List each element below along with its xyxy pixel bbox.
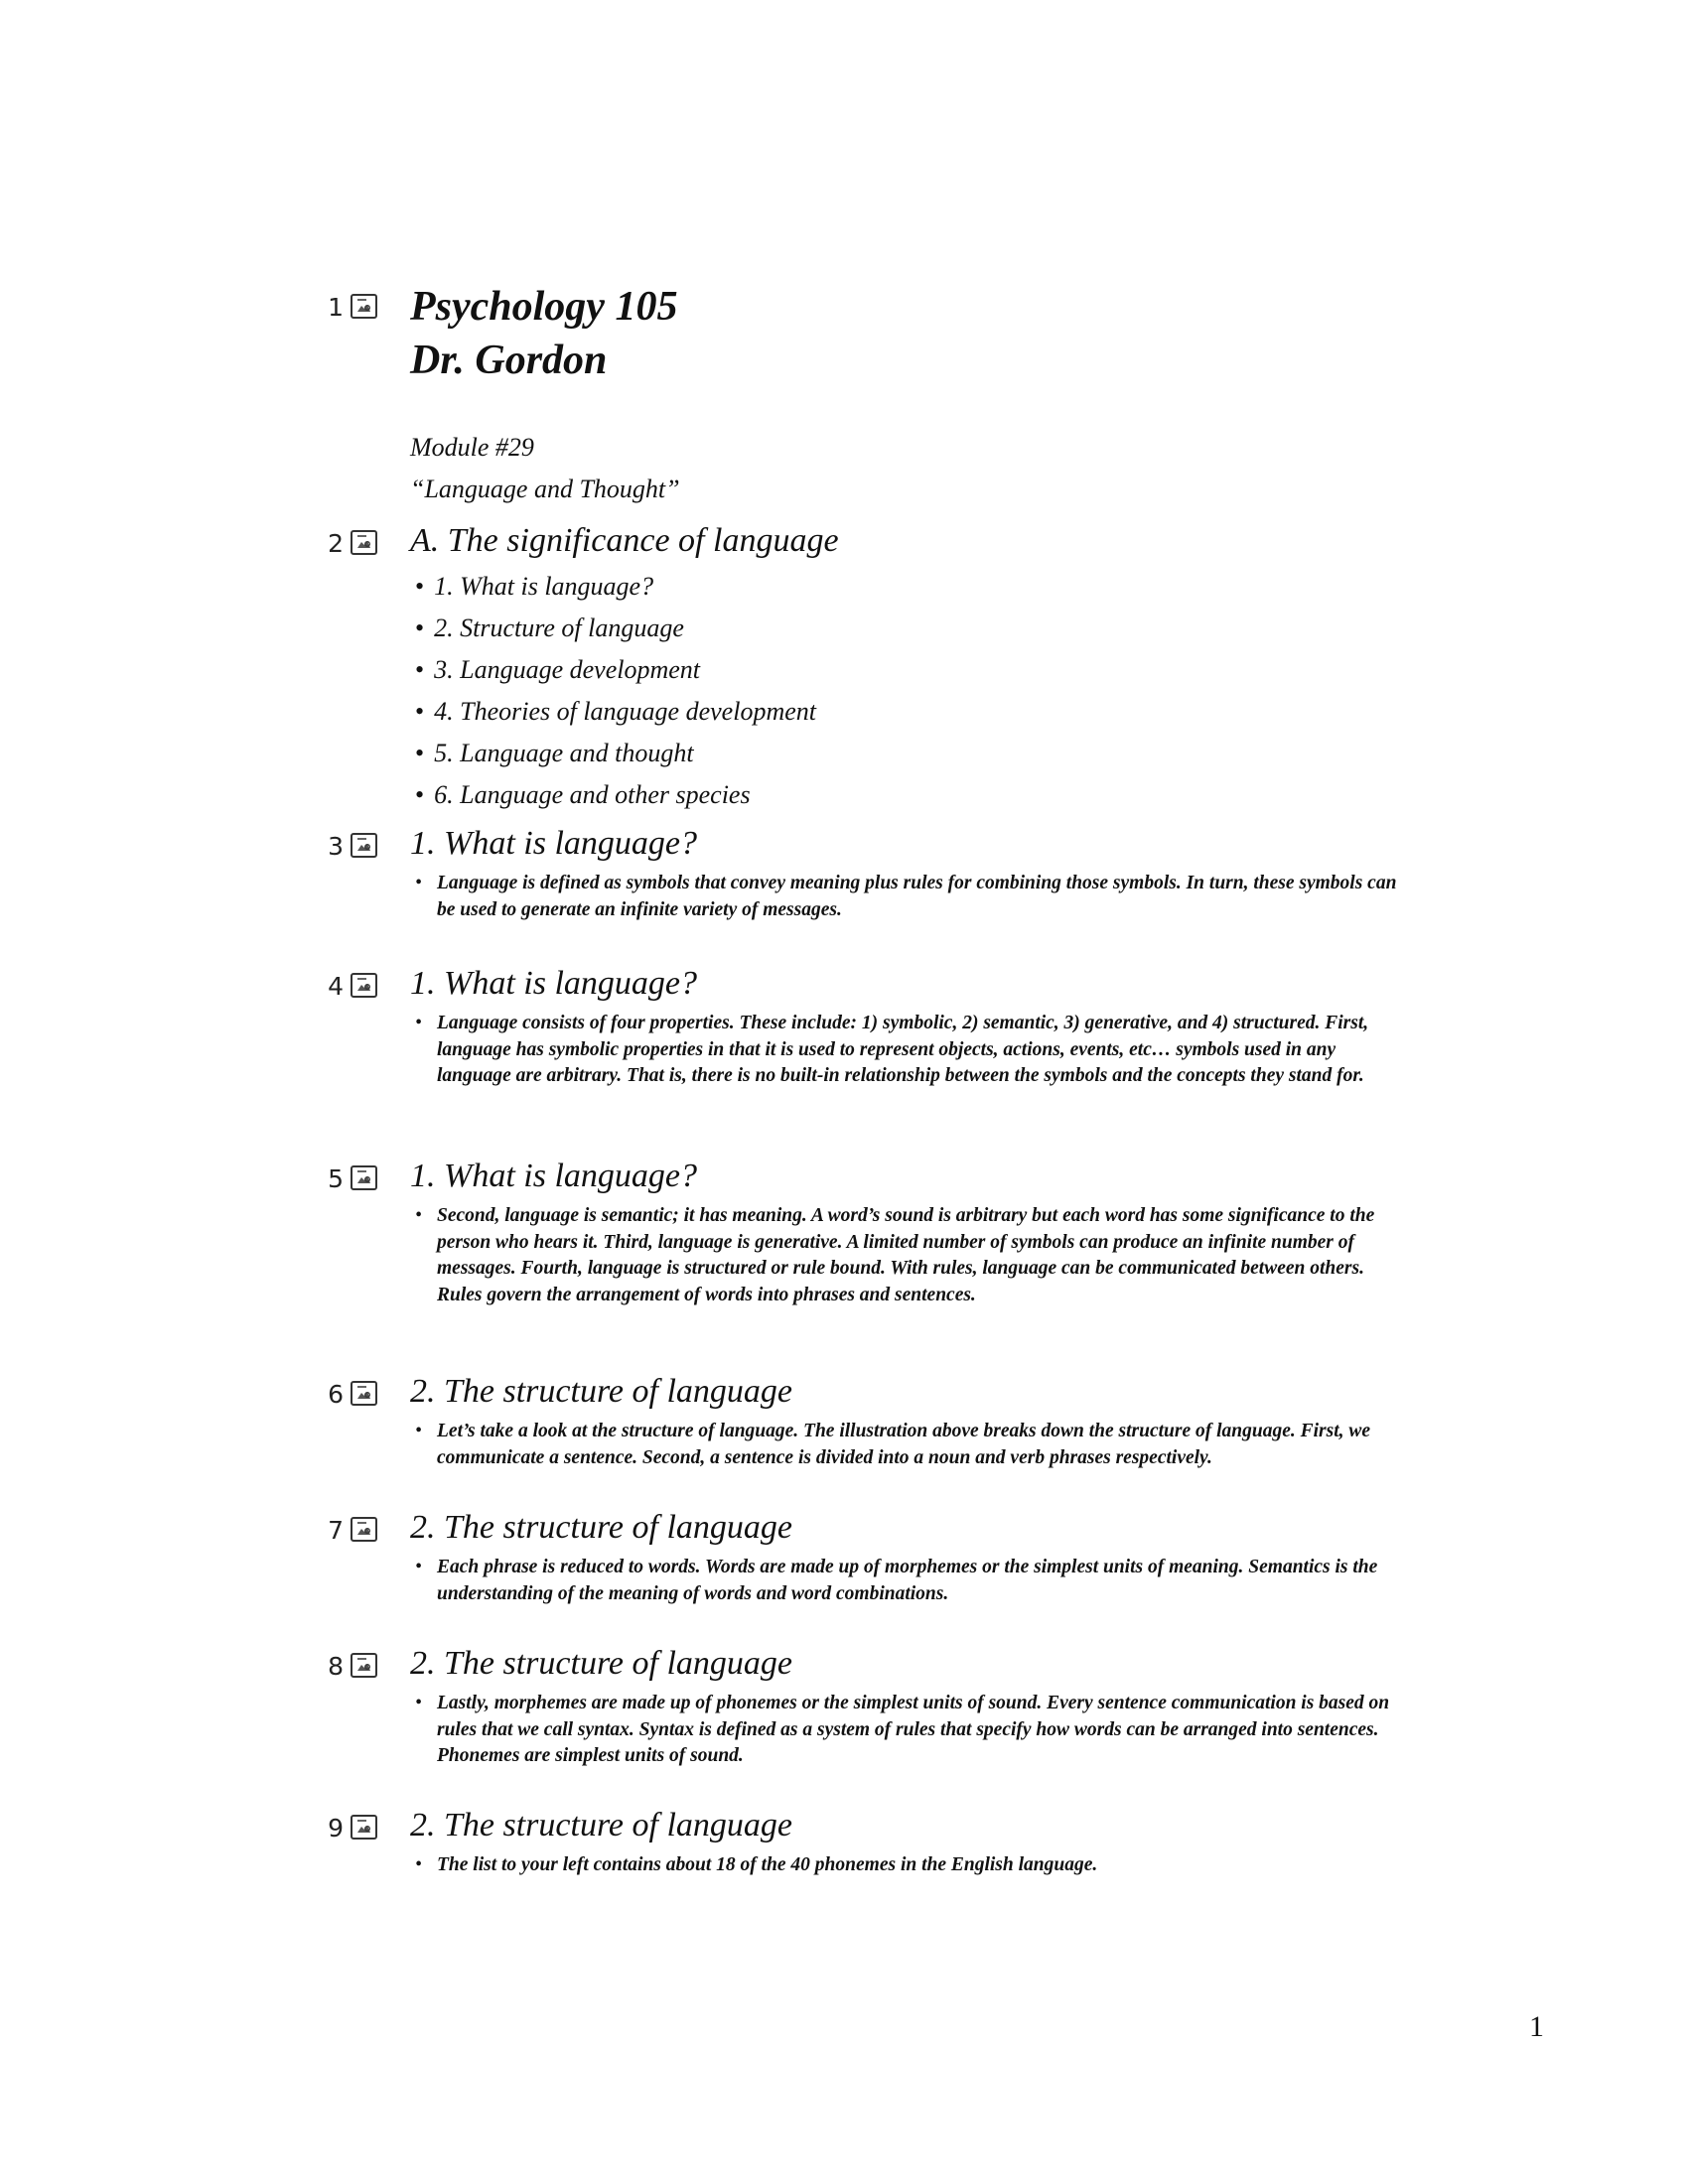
slide-title: 2. The structure of language bbox=[410, 1373, 792, 1410]
slide-thumbnail-icon[interactable] bbox=[351, 1517, 377, 1542]
slide-note bbox=[415, 1011, 1408, 1090]
outline-item: • 3. Language development bbox=[415, 649, 816, 691]
slide-thumbnail-icon[interactable] bbox=[351, 833, 377, 858]
slide-thumbnail-icon[interactable] bbox=[351, 1165, 377, 1190]
slide-number: 5 bbox=[328, 1164, 344, 1193]
slide-note bbox=[415, 1419, 1408, 1471]
slide-number: 1 bbox=[328, 293, 344, 322]
slide-title: 2. The structure of language bbox=[410, 1807, 792, 1843]
slide-title: A. The significance of language bbox=[410, 522, 839, 559]
note-text: • Each phrase is reduced to words. Words are made up of morphemes or the simplest units of meaning. Semantics is the understanding of the meaning of words and word combinations. bbox=[415, 1555, 1408, 1607]
slide-number: 4 bbox=[328, 972, 344, 1001]
outline-item: • 4. Theories of language development bbox=[415, 691, 816, 733]
page-number: 1 bbox=[1529, 2010, 1544, 2043]
course-title: Psychology 105 bbox=[410, 284, 678, 330]
slide-title: 2. The structure of language bbox=[410, 1509, 792, 1546]
outline-item: • 5. Language and thought bbox=[415, 733, 816, 774]
slide-note bbox=[415, 871, 1408, 923]
slide-thumbnail-icon[interactable] bbox=[351, 1653, 377, 1678]
slide-number: 3 bbox=[328, 832, 344, 861]
note-text: • Let’s take a look at the structure of language. The illustration above breaks down the structure of language. First, we communicate a sentence. Second, a sentence is divided into a noun and verb phrases respectively. bbox=[415, 1419, 1408, 1471]
slide-note bbox=[415, 1555, 1408, 1607]
slide-title: 1. What is language? bbox=[410, 825, 697, 862]
slide-title: 1. What is language? bbox=[410, 1158, 697, 1194]
instructor-name: Dr. Gordon bbox=[410, 338, 608, 383]
outline-list bbox=[415, 566, 816, 816]
slide-note bbox=[415, 1203, 1408, 1308]
slide-note bbox=[415, 1691, 1408, 1770]
note-text: • The list to your left contains about 18 of the 40 phonemes in the English language. bbox=[415, 1852, 1408, 1879]
module-number: Module #29 bbox=[410, 433, 534, 462]
slide-thumbnail-icon[interactable] bbox=[351, 1381, 377, 1406]
slide-number: 8 bbox=[328, 1652, 344, 1681]
slide-note bbox=[415, 1852, 1408, 1879]
slide-title: 2. The structure of language bbox=[410, 1645, 792, 1682]
outline-item: • 2. Structure of language bbox=[415, 608, 816, 649]
note-text: • Language consists of four properties. These include: 1) symbolic, 2) semantic, 3) generative, and 4) structured. First, language has symbolic properties in that it is used to represent objects, actions, events, etc… symbols used in any language are arbitrary. That is, there is no built-in relationship between the symbols and the concepts they stand for. bbox=[415, 1011, 1408, 1090]
slide-thumbnail-icon[interactable] bbox=[351, 973, 377, 998]
note-text: • Language is defined as symbols that convey meaning plus rules for combining those symbols. In turn, these symbols can be used to generate an infinite variety of messages. bbox=[415, 871, 1408, 923]
slide-number: 9 bbox=[328, 1814, 344, 1843]
slide-number: 7 bbox=[328, 1516, 344, 1545]
note-text: • Lastly, morphemes are made up of phonemes or the simplest units of sound. Every sentence communication is based on rules that we call syntax. Syntax is defined as a system of rules that specify how words can be arranged into sentences. Phonemes are simplest units of sound. bbox=[415, 1691, 1408, 1770]
slide-thumbnail-icon[interactable] bbox=[351, 294, 377, 319]
slide-number: 6 bbox=[328, 1380, 344, 1409]
note-text: • Second, language is semantic; it has meaning. A word’s sound is arbitrary but each word has some significance to the person who hears it. Third, language is generative. A limited number of symbols can produce an infinite number of messages. Fourth, language is structured or rule bound. With rules, language can be communicated between others. Rules govern the arrangement of words into phrases and sentences. bbox=[415, 1203, 1408, 1308]
slide-title: 1. What is language? bbox=[410, 965, 697, 1002]
module-title: “Language and Thought” bbox=[410, 475, 680, 503]
outline-item: • 6. Language and other species bbox=[415, 774, 816, 816]
slide-thumbnail-icon[interactable] bbox=[351, 530, 377, 555]
slide-thumbnail-icon[interactable] bbox=[351, 1815, 377, 1840]
outline-item: • 1. What is language? bbox=[415, 566, 816, 608]
slide-number: 2 bbox=[328, 529, 344, 558]
